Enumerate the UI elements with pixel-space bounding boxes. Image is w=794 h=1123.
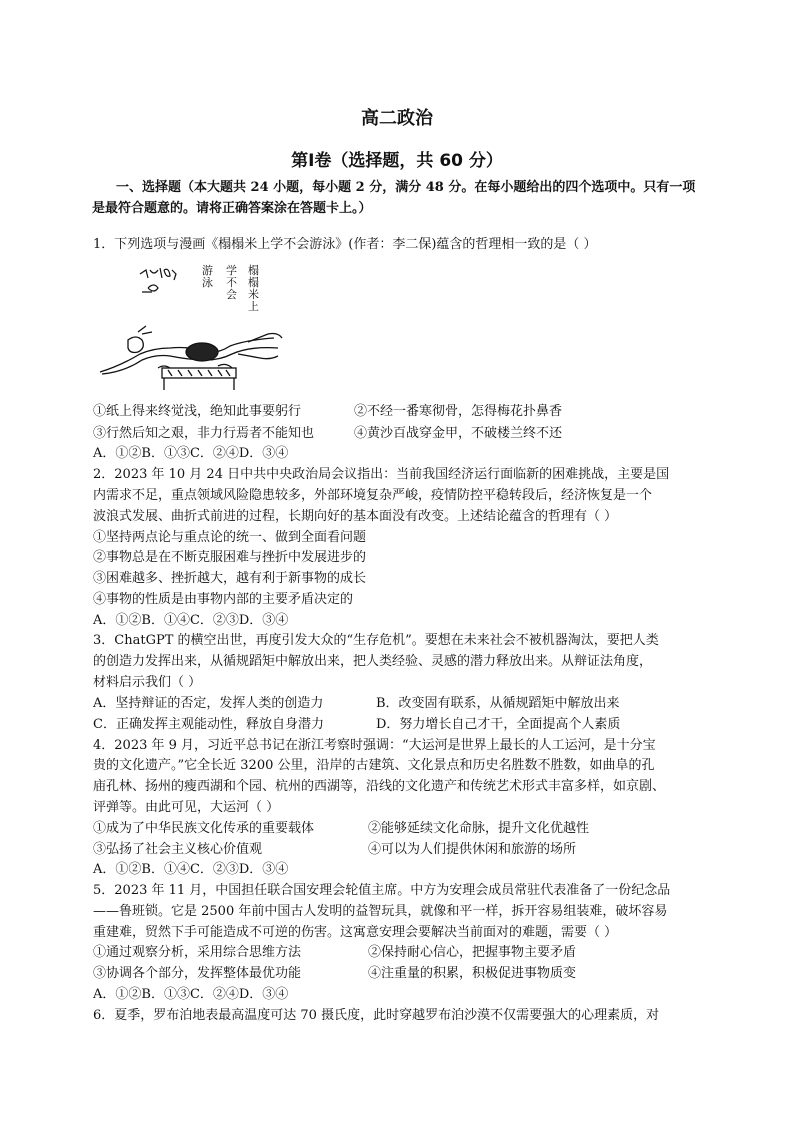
svg-text:榻: 榻	[248, 276, 259, 289]
q2-option-2: ②事物总是在不断克服困难与挫折中发展进步的	[93, 550, 367, 565]
caption-col-2: 学	[226, 264, 237, 277]
q2-option-3: ③困难越多、挫折越大，越有利于新事物的成长	[93, 571, 367, 586]
svg-text:会: 会	[226, 288, 237, 301]
exam-title: 高二政治	[361, 108, 433, 129]
q4-option-2: ②能够延续文化命脉，提升文化优越性	[368, 821, 590, 836]
q3-stem-line-2: 的创造力发挥出来，从循规蹈矩中解放出来，把人类经验、灵感的潜力释放出来。从辩证法角度，	[93, 654, 653, 669]
tatami-stool	[162, 368, 236, 390]
q3-option-c: C．正确发挥主观能动性，释放自身潜力	[93, 717, 324, 732]
q1-choices: A．①②B．①③C．②④D．③④	[93, 446, 289, 461]
svg-text:米: 米	[248, 288, 259, 301]
q4-stem-line-2: 贵的文化遗产。”它全长近 3200 公里，沿岸的古建筑、文化景点和历史名胜数不胜数，如曲阜的孔	[93, 758, 655, 773]
q4-stem-line-1: 4．2023 年 9 月，习近平总书记在浙江考察时强调：“大运河是世界上最长的人工运河，是十分宝	[93, 738, 656, 753]
q5-option-2: ②保持耐心信心，把握事物主要矛盾	[368, 945, 577, 960]
q5-option-4: ④注重量的积累，积极促进事物质变	[368, 966, 577, 981]
q2-choices: A．①②B．①④C．②③D．③④	[93, 613, 289, 628]
q4-stem-line-3: 庙孔林、扬州的瘦西湖和个园、杭州的西湖等，沿线的文化遗产和传统艺术形式丰富多样，如京剧、	[93, 779, 666, 794]
q2-stem-line-2: 内需求不足，重点领域风险隐患较多，外部环境复杂严峻，疫情防控平稳转段后，经济恢复是一个	[93, 488, 653, 503]
q4-option-3: ③弘扬了社会主义核心价值观	[93, 842, 263, 857]
q5-choices: A．①②B．①③C．②④D．③④	[93, 987, 289, 1002]
q6-stem-line-1: 6．夏季，罗布泊地表最高温度可达 70 摄氏度，此时穿越罗布泊沙漠不仅需要强大的心理素质，对	[93, 1008, 660, 1023]
q3-stem-line-1: 3．ChatGPT 的横空出世，再度引发大众的“生存危机”。要想在未来社会不被机器淘汰，要把人类	[93, 633, 659, 648]
caption-col-1: 榻	[248, 264, 259, 277]
cartoon-swimmer-on-tatami	[98, 262, 288, 394]
q5-option-3: ③协调各个部分，发挥整体最优功能	[93, 966, 302, 981]
svg-text:泳: 泳	[202, 276, 213, 289]
q1-option-2: ②不经一番寒彻骨，怎得梅花扑鼻香	[354, 404, 563, 419]
q2-stem-line-3: 波浪式发展、曲折式前进的过程，长期向好的基本面没有改变。上述结论蕴含的哲理有（ ）	[93, 509, 618, 524]
q1-stem: 1．下列选项与漫画《榻榻米上学不会游泳》(作者：李二保)蕴含的哲理相一致的是（ ）	[93, 237, 597, 252]
caption-col-3: 游	[202, 264, 213, 277]
svg-text:不: 不	[226, 276, 237, 289]
q4-option-4: ④可以为人们提供休闲和旅游的场所	[368, 842, 577, 857]
q1-option-1: ①纸上得来终觉浅，绝知此事要躬行	[93, 404, 302, 419]
q2-option-1: ①坚持两点论与重点论的统一、做到全面看问题	[93, 530, 367, 545]
swimmer-figure	[100, 326, 282, 374]
q5-stem-line-2: ——鲁班锁。它是 2500 年前中国古人发明的益智玩具，就像和平一样，拆开容易组装难，破坏容易	[93, 904, 668, 919]
svg-text:上: 上	[248, 300, 259, 313]
q1-option-4: ④黄沙百战穿金甲，不破楼兰终不还	[354, 426, 563, 441]
q3-option-a: A．坚持辩证的否定，发挥人类的创造力	[93, 696, 324, 711]
q2-stem-line-1: 2．2023 年 10 月 24 日中共中央政治局会议指出：当前我国经济运行面临新的困难挑战，主要是国	[93, 467, 670, 482]
q5-stem-line-3: 重建难，贸然下手可能造成不可逆的伤害。这寓意安理会要解决当前面对的难题，需要（ ）	[93, 925, 618, 940]
q5-option-1: ①通过观察分析，采用综合思维方法	[93, 945, 302, 960]
q3-option-d: D．努力增长自己才干，全面提高个人素质	[376, 717, 621, 732]
section-instruction: 一、选择题（本大题共 24 小题，每小题 2 分，满分 48 分。在每小题给出的四个选项中。只有一项是最符合题意的。请将正确答案涂在答题卡上。）	[92, 180, 696, 216]
q2-option-4: ④事物的性质是由事物内部的主要矛盾决定的	[93, 592, 354, 607]
artist-signature	[140, 268, 176, 292]
q1-option-3: ③行然后知之艰，非力行焉者不能知也	[93, 426, 315, 441]
q4-option-1: ①成为了中华民族文化传承的重要载体	[93, 821, 315, 836]
q3-option-b: B．改变固有联系，从循规蹈矩中解放出来	[376, 696, 620, 711]
q5-stem-line-1: 5．2023 年 11 月，中国担任联合国安理会轮值主席。中方为安理会成员常驻代表准备了一份纪念品	[93, 883, 671, 898]
q4-choices: A．①②B．①④C．②③D．③④	[93, 862, 289, 877]
q3-stem-line-3: 材料启示我们（ ）	[93, 675, 202, 690]
cartoon-caption	[202, 263, 259, 313]
q4-stem-line-4: 评弹等。由此可见，大运河（ ）	[93, 800, 280, 815]
section-title: 第Ⅰ卷（选择题，共 60 分）	[291, 151, 503, 171]
